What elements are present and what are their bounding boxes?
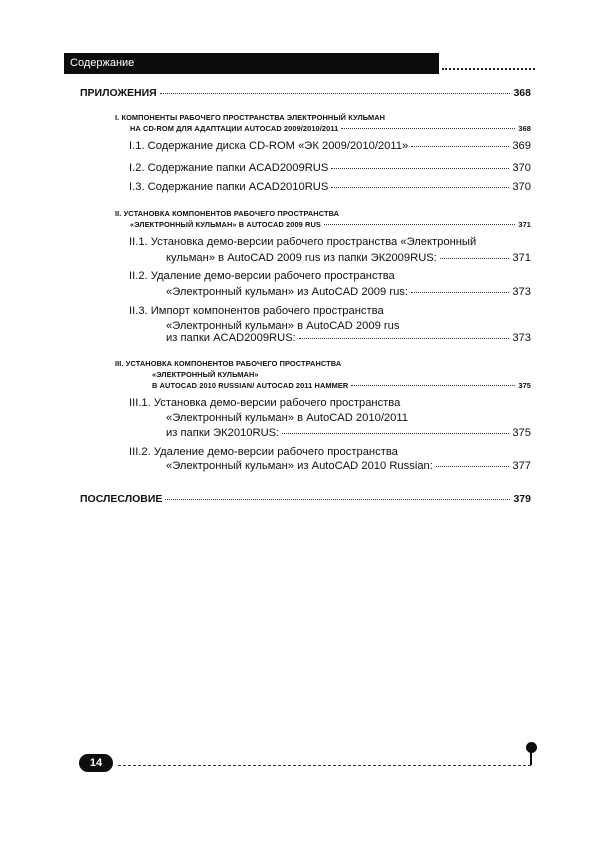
toc-page-number: 375: [512, 427, 531, 439]
footer-dotted-rule: [118, 764, 531, 766]
toc-entry-label: I.3. Содержание папки ACAD2010RUS: [129, 181, 329, 193]
toc-entry-label: I.1. Содержание диска CD-ROM «ЭК 2009/2010/2011»: [129, 140, 409, 152]
dot-leader: [331, 187, 509, 188]
dot-leader: [341, 128, 515, 129]
toc-entry-3-1: [166, 427, 531, 439]
page-number-badge: [79, 754, 113, 772]
toc-entry-label: ПРИЛОЖЕНИЯ: [80, 87, 157, 99]
toc-section-3-line3: В AUTOCAD 2010 RUSSIAN/ AUTOCAD 2011 HAMMER: [152, 381, 349, 390]
toc-entry-2-2-line1: II.2. Удаление демо-версии рабочего пространства: [129, 270, 395, 282]
toc-page-number: 368: [513, 87, 531, 99]
toc-entry-1-3: [129, 181, 531, 193]
toc-entry-label: из папки ACAD2009RUS:: [166, 332, 296, 344]
toc-section-2: [130, 220, 531, 229]
dot-leader: [282, 433, 509, 434]
toc-entry-1-1: [129, 140, 531, 152]
dot-leader: [351, 385, 515, 386]
toc-section-1-line2: НА CD-ROM ДЛЯ АДАПТАЦИИ AUTOCAD 2009/2010/2011: [130, 124, 339, 133]
dot-leader: [324, 224, 515, 225]
dot-leader: [331, 168, 509, 169]
toc-entry-3-1-line1: III.1. Установка демо-версии рабочего пространства: [129, 397, 401, 409]
toc-entry-afterword: [80, 493, 531, 505]
dot-leader: [165, 499, 510, 500]
toc-entry-3-1-line2: «Электронный кульман» в AutoCAD 2010/2011: [166, 412, 408, 424]
running-header: [64, 53, 439, 73]
toc-section-3-line2: «ЭЛЕКТРОННЫЙ КУЛЬМАН»: [152, 370, 259, 379]
toc-entry-2-1: [166, 252, 531, 264]
footer-marker-stem: [530, 752, 532, 765]
page-number: 14: [89, 757, 103, 769]
toc-entry-label: ПОСЛЕСЛОВИЕ: [80, 493, 163, 505]
toc-page-number: 370: [512, 181, 531, 193]
toc-entry-label: «Электронный кульман» из AutoCAD 2009 rus:: [166, 286, 409, 298]
toc-page-number: 370: [512, 162, 531, 174]
toc-entry-2-2: [166, 286, 531, 298]
dot-leader: [160, 93, 511, 94]
footer-marker-dot: [526, 742, 537, 753]
toc-section-2-line1: II. УСТАНОВКА КОМПОНЕНТОВ РАБОЧЕГО ПРОСТРАНСТВА: [115, 209, 340, 218]
toc-entry-2-3-line2: «Электронный кульман» в AutoCAD 2009 rus: [166, 320, 400, 332]
toc-section-1: [130, 124, 531, 133]
toc-entry-1-2: [129, 162, 531, 174]
toc-page-number: 368: [518, 124, 531, 133]
toc-page-number: 371: [518, 220, 531, 229]
toc-page-number: 373: [512, 332, 531, 344]
toc-entry-label: кульман» в AutoCAD 2009 rus из папки ЭК2009RUS:: [166, 252, 437, 264]
dot-leader: [411, 146, 509, 147]
dot-leader: [436, 466, 509, 467]
toc-entry-2-1-line1: II.1. Установка демо-версии рабочего пространства «Электронный: [129, 236, 477, 248]
toc-entry-2-3: [166, 332, 531, 344]
toc-page-number: 377: [512, 460, 531, 472]
toc-section-2-line2: «ЭЛЕКТРОННЫЙ КУЛЬМАН» В AUTOCAD 2009 RUS: [130, 220, 321, 229]
toc-entry-label: из папки ЭК2010RUS:: [166, 427, 280, 439]
running-header-title: Содержание: [70, 57, 135, 69]
toc-entry-3-2-line1: III.2. Удаление демо-версии рабочего пространства: [129, 446, 398, 458]
toc-page-number: 369: [512, 140, 531, 152]
toc-entry-3-2: [166, 460, 531, 472]
header-dotted-rule: [442, 66, 535, 70]
dot-leader: [411, 292, 509, 293]
toc-page-number: 373: [512, 286, 531, 298]
header-rule: [64, 73, 439, 74]
toc-entry-label: «Электронный кульман» из AutoCAD 2010 Russian:: [166, 460, 433, 472]
toc-entry-appendices: [80, 87, 531, 99]
toc-entry-label: I.2. Содержание папки ACAD2009RUS: [129, 162, 329, 174]
toc-page-number: 371: [512, 252, 531, 264]
toc-page-number: 375: [518, 381, 531, 390]
dot-leader: [440, 258, 509, 259]
toc-page-number: 379: [513, 493, 531, 505]
toc-section-1-line1: I. КОМПОНЕНТЫ РАБОЧЕГО ПРОСТРАНСТВА ЭЛЕКТРОННЫЙ КУЛЬМАН: [115, 113, 386, 122]
toc-section-3: [152, 381, 531, 390]
toc-entry-2-3-line1: II.3. Импорт компонентов рабочего пространства: [129, 305, 384, 317]
toc-section-3-line1: III. УСТАНОВКА КОМПОНЕНТОВ РАБОЧЕГО ПРОСТРАНСТВА: [115, 359, 342, 368]
dot-leader: [299, 338, 510, 339]
